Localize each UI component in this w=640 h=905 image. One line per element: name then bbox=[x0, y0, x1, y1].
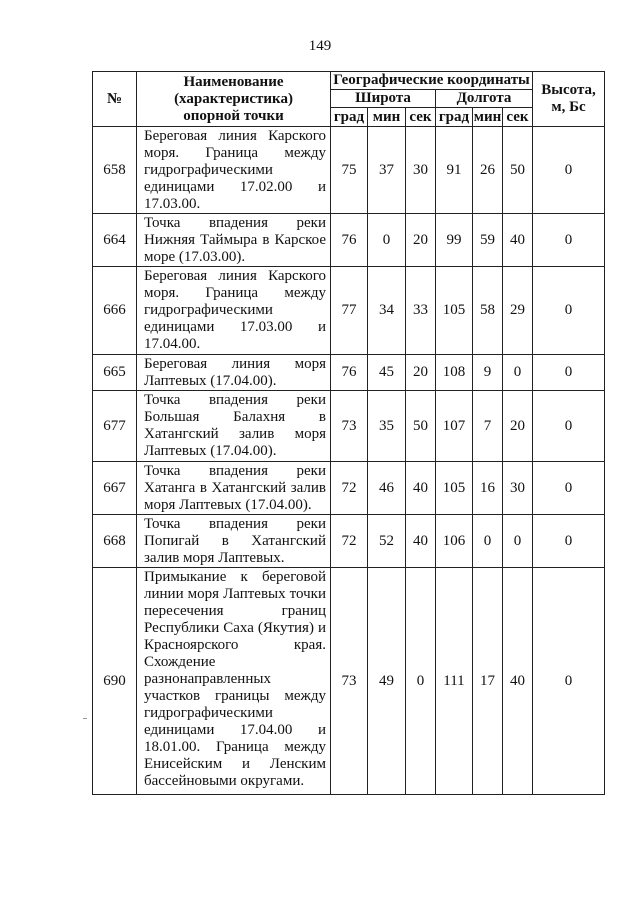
height-value: 0 bbox=[533, 355, 605, 391]
row-number: 667 bbox=[93, 462, 137, 515]
lat-sec: 0 bbox=[406, 568, 436, 795]
coordinates-table bbox=[92, 71, 605, 795]
table-row bbox=[93, 462, 605, 515]
lat-deg: 73 bbox=[331, 391, 368, 462]
lon-deg: 107 bbox=[436, 391, 473, 462]
lon-deg: 105 bbox=[436, 462, 473, 515]
scan-mark bbox=[83, 718, 87, 719]
lon-sec: 40 bbox=[503, 214, 533, 267]
lat-sec: 30 bbox=[406, 127, 436, 214]
lon-sec: 30 bbox=[503, 462, 533, 515]
header-lat-sec: сек bbox=[406, 108, 436, 127]
lat-min: 37 bbox=[368, 127, 406, 214]
header-longitude: Долгота bbox=[436, 90, 533, 108]
row-number: 666 bbox=[93, 267, 137, 355]
lon-min: 7 bbox=[473, 391, 503, 462]
lon-min: 17 bbox=[473, 568, 503, 795]
header-name bbox=[137, 72, 331, 127]
table-row bbox=[93, 214, 605, 267]
height-value: 0 bbox=[533, 391, 605, 462]
row-number: 668 bbox=[93, 515, 137, 568]
height-value: 0 bbox=[533, 515, 605, 568]
lat-sec: 40 bbox=[406, 515, 436, 568]
table-row bbox=[93, 515, 605, 568]
row-description: Точка впадения реки Хатанга в Хатангский залив моря Лаптевых (17.04.00). bbox=[137, 462, 331, 515]
lat-min: 52 bbox=[368, 515, 406, 568]
lon-deg: 105 bbox=[436, 267, 473, 355]
lat-deg: 76 bbox=[331, 355, 368, 391]
lat-deg: 75 bbox=[331, 127, 368, 214]
row-number: 677 bbox=[93, 391, 137, 462]
lon-deg: 99 bbox=[436, 214, 473, 267]
row-number: 658 bbox=[93, 127, 137, 214]
row-description: Береговая линия Карского моря. Граница между гидрографическими единицами 17.02.00 и 17.03.00. bbox=[137, 127, 331, 214]
lat-min: 35 bbox=[368, 391, 406, 462]
lat-deg: 77 bbox=[331, 267, 368, 355]
height-value: 0 bbox=[533, 214, 605, 267]
lat-sec: 33 bbox=[406, 267, 436, 355]
lon-deg: 108 bbox=[436, 355, 473, 391]
lon-min: 59 bbox=[473, 214, 503, 267]
row-description: Примыкание к береговой линии моря Лаптевых точки пересечения границ Республики Саха (Якутия) и Красноярского края. Схождение разнонаправленных участков границы между гидрографическими единицами 17.04.00 и 18.01.00. Граница между Енисейским и Ленским бассейновыми округами. bbox=[137, 568, 331, 795]
lat-sec: 20 bbox=[406, 355, 436, 391]
lat-deg: 73 bbox=[331, 568, 368, 795]
lon-min: 26 bbox=[473, 127, 503, 214]
row-description: Точка впадения реки Большая Балахня в Хатангский залив моря Лаптевых (17.04.00). bbox=[137, 391, 331, 462]
table-header bbox=[93, 72, 605, 127]
header-lat-min: мин bbox=[368, 108, 406, 127]
header-lon-sec: сек bbox=[503, 108, 533, 127]
header-geo-coordinates: Географические координаты bbox=[331, 72, 533, 90]
header-name-line1: Наименование bbox=[183, 73, 284, 90]
row-number: 664 bbox=[93, 214, 137, 267]
height-value: 0 bbox=[533, 568, 605, 795]
row-description: Точка впадения реки Нижняя Таймыра в Карское море (17.03.00). bbox=[137, 214, 331, 267]
lat-sec: 50 bbox=[406, 391, 436, 462]
header-number: № bbox=[93, 72, 137, 127]
header-lat-deg: град bbox=[331, 108, 368, 127]
row-description: Береговая линия Карского моря. Граница между гидрографическими единицами 17.03.00 и 17.04.00. bbox=[137, 267, 331, 355]
lon-min: 16 bbox=[473, 462, 503, 515]
lon-sec: 29 bbox=[503, 267, 533, 355]
lon-min: 9 bbox=[473, 355, 503, 391]
row-description: Береговая линия моря Лаптевых (17.04.00). bbox=[137, 355, 331, 391]
table-row bbox=[93, 568, 605, 795]
height-value: 0 bbox=[533, 462, 605, 515]
table-row bbox=[93, 127, 605, 214]
height-value: 0 bbox=[533, 267, 605, 355]
header-height: Высота, м, Бс bbox=[533, 72, 605, 127]
header-latitude: Широта bbox=[331, 90, 436, 108]
row-number: 665 bbox=[93, 355, 137, 391]
lon-min: 0 bbox=[473, 515, 503, 568]
lat-sec: 20 bbox=[406, 214, 436, 267]
table-row bbox=[93, 355, 605, 391]
page-number: 149 bbox=[308, 38, 332, 54]
lat-min: 46 bbox=[368, 462, 406, 515]
row-description: Точка впадения реки Попигай в Хатангский залив моря Лаптевых. bbox=[137, 515, 331, 568]
lat-min: 49 bbox=[368, 568, 406, 795]
table-body bbox=[93, 127, 605, 795]
height-value: 0 bbox=[533, 127, 605, 214]
lon-min: 58 bbox=[473, 267, 503, 355]
lat-deg: 76 bbox=[331, 214, 368, 267]
header-lon-deg: град bbox=[436, 108, 473, 127]
header-name-line2: (характеристика) bbox=[174, 90, 293, 107]
lon-deg: 106 bbox=[436, 515, 473, 568]
lon-sec: 0 bbox=[503, 355, 533, 391]
lon-deg: 111 bbox=[436, 568, 473, 795]
lon-sec: 0 bbox=[503, 515, 533, 568]
table-row bbox=[93, 267, 605, 355]
lat-min: 34 bbox=[368, 267, 406, 355]
lat-min: 45 bbox=[368, 355, 406, 391]
lon-sec: 50 bbox=[503, 127, 533, 214]
lat-min: 0 bbox=[368, 214, 406, 267]
lat-sec: 40 bbox=[406, 462, 436, 515]
row-number: 690 bbox=[93, 568, 137, 795]
lat-deg: 72 bbox=[331, 515, 368, 568]
lon-deg: 91 bbox=[436, 127, 473, 214]
header-lon-min: мин bbox=[473, 108, 502, 125]
lon-sec: 20 bbox=[503, 391, 533, 462]
lat-deg: 72 bbox=[331, 462, 368, 515]
lon-sec: 40 bbox=[503, 568, 533, 795]
table-row bbox=[93, 391, 605, 462]
header-name-line3: опорной точки bbox=[183, 107, 284, 124]
